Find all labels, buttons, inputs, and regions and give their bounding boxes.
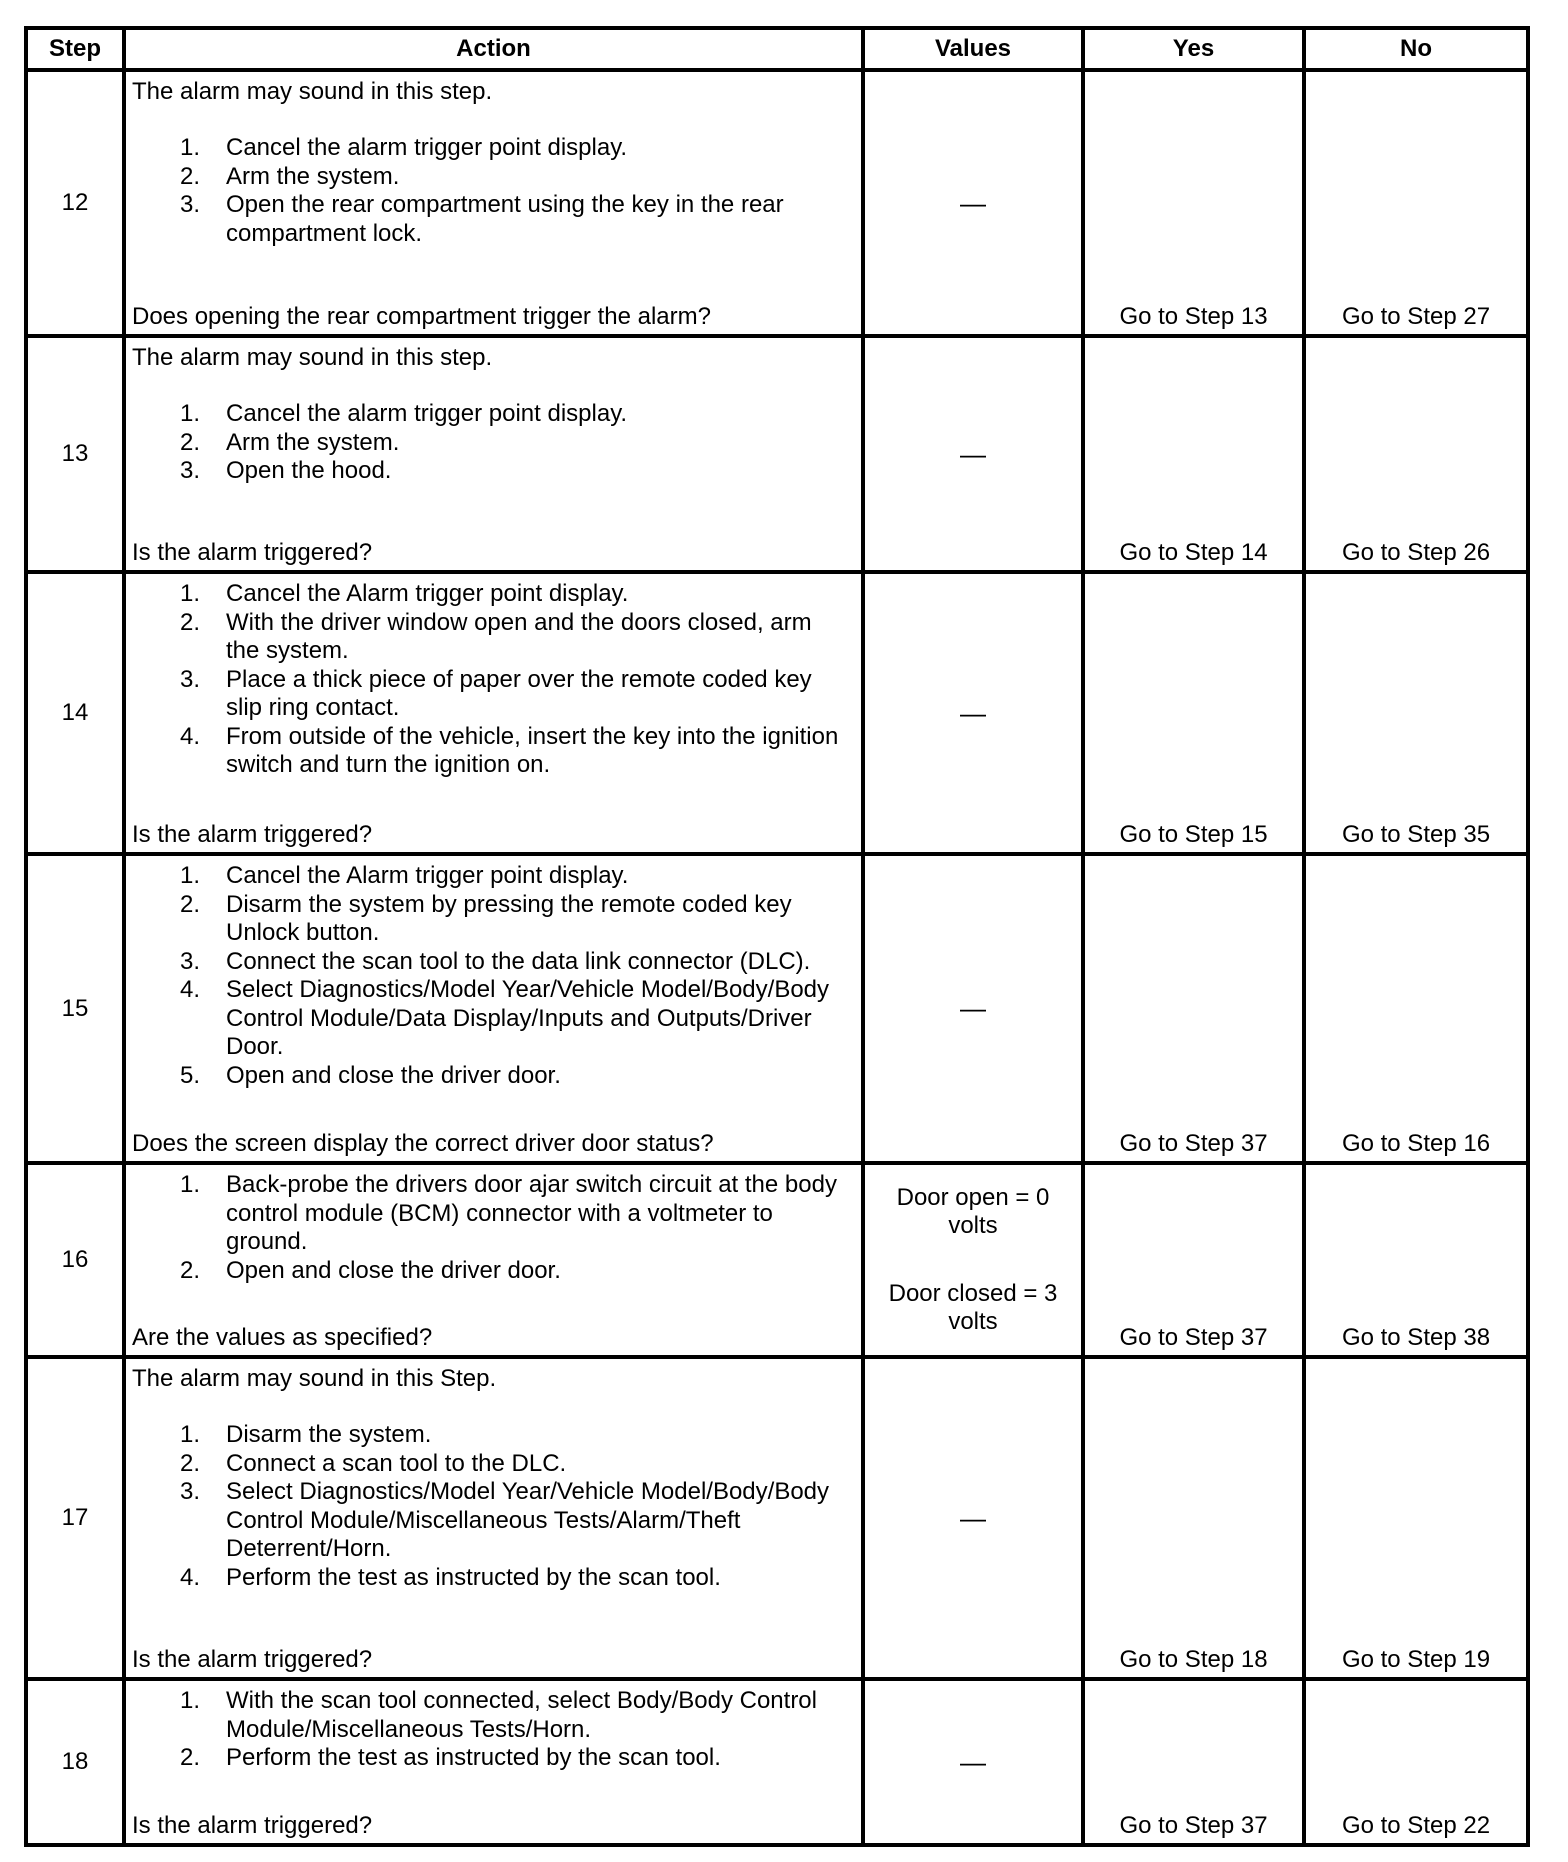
empty-value-dash: — [960,1502,986,1533]
action-item: 1. Cancel the alarm trigger point display. [180,134,628,161]
action-item: 4. From outside of the vehicle, insert the key into the ignition switch and turn the ignition on. [180,722,839,778]
no-cell [1304,336,1528,572]
step-number: 15 [26,854,124,1163]
spec-door-open: Door open = 0 [896,1184,1050,1211]
no-goto: Go to Step 27 [1341,303,1491,330]
action-item: 2. Perform the test as instructed by the scan tool. [180,1744,721,1771]
values-cell [863,1679,1083,1845]
action-cell [124,572,863,854]
action-intro: The alarm may sound in this step. [132,78,493,105]
no-cell [1304,1163,1528,1357]
header-row [26,28,1528,70]
action-item: 3. Place a thick piece of paper over the remote coded key slip ring contact. [180,665,812,721]
action-item: 2. Disarm the system by pressing the remote coded key Unlock button. [180,890,792,946]
yes-cell [1083,572,1304,854]
yes-goto: Go to Step 14 [1119,539,1268,566]
action-item: 2. Open and close the driver door. [180,1256,561,1284]
step-number: 14 [26,572,124,854]
empty-value-dash: — [960,697,986,728]
yes-cell [1083,1679,1304,1845]
yes-goto: Go to Step 37 [1119,1812,1268,1839]
yes-cell [1083,854,1304,1163]
action-item: 1. Disarm the system. [180,1421,432,1448]
action-item: 4. Select Diagnostics/Model Year/Vehicle Model/Body/Body Control Module/Data Display/Inputs and Outputs/Driver Door. [180,976,830,1060]
action-question: Is the alarm triggered? [132,539,373,566]
action-item: 1. Back-probe the drivers door ajar switch circuit at the body control module (BCM) connector with a voltmeter to ground. [180,1171,837,1255]
empty-value-dash: — [960,438,986,469]
action-question: Does the screen display the correct driver door status? [132,1130,714,1157]
action-list [126,862,861,1090]
yes-goto: Go to Step 13 [1119,303,1268,330]
action-cell [124,1679,863,1845]
diagnostic-steps-table [24,26,1530,1847]
action-item: 1. Cancel the Alarm trigger point display. [180,862,629,889]
yes-cell [1083,336,1304,572]
action-cell [124,1163,863,1357]
no-goto: Go to Step 19 [1341,1646,1491,1673]
step-number: 18 [26,1679,124,1845]
empty-value-dash: — [960,993,986,1023]
action-question: Is the alarm triggered? [132,1646,373,1673]
action-item: 3. Open the rear compartment using the key in the rear compartment lock. [180,191,784,247]
action-cell [124,1357,863,1679]
action-list [126,400,861,486]
action-cell [124,854,863,1163]
spec-values [865,1184,1081,1336]
spec-door-closed: Door closed = 3 [888,1280,1058,1307]
no-cell [1304,1679,1528,1845]
values-cell [863,70,1083,336]
step-row-14 [26,572,1528,854]
step-number: 13 [26,336,124,572]
action-question: Is the alarm triggered? [132,821,373,848]
action-item: 2. With the driver window open and the doors closed, arm the system. [180,608,812,664]
action-list [126,580,861,780]
step-number: 16 [26,1163,124,1357]
action-item: 5. Open and close the driver door. [180,1061,561,1089]
no-cell [1304,1357,1528,1679]
action-item: 2. Arm the system. [180,428,400,456]
yes-cell [1083,70,1304,336]
action-item: 1. Cancel the alarm trigger point display. [180,400,628,427]
action-cell [124,336,863,572]
action-item: 2. Connect a scan tool to the DLC. [180,1449,567,1477]
values-cell [863,572,1083,854]
action-item: 1. Cancel the Alarm trigger point display. [180,580,629,607]
empty-value-dash: — [960,187,986,218]
values-cell [863,854,1083,1163]
action-item: 3. Connect the scan tool to the data link connector (DLC). [180,947,811,975]
values-cell [863,1357,1083,1679]
step-row-13 [26,336,1528,572]
no-goto: Go to Step 22 [1341,1812,1491,1839]
step-number: 12 [26,70,124,336]
no-cell [1304,854,1528,1163]
step-row-12 [26,70,1528,336]
spec-door-closed-unit: volts [948,1308,998,1335]
step-row-17 [26,1357,1528,1679]
yes-cell [1083,1163,1304,1357]
no-goto: Go to Step 38 [1341,1324,1491,1351]
action-item: 3. Open the hood. [180,457,392,484]
no-cell [1304,572,1528,854]
action-item: 3. Select Diagnostics/Model Year/Vehicle Model/Body/Body Control Module/Miscellaneous Tests/Alarm/Theft Deterrent/Horn. [180,1478,830,1562]
step-number: 17 [26,1357,124,1679]
yes-goto: Go to Step 37 [1119,1130,1268,1157]
action-intro: The alarm may sound in this Step. [132,1365,497,1392]
action-list [126,1171,861,1285]
action-list [126,1687,861,1773]
values-cell [863,336,1083,572]
header-action: Action [124,28,863,70]
action-item: 4. Perform the test as instructed by the scan tool. [180,1563,721,1591]
values-cell [863,1163,1083,1357]
action-list [126,1421,861,1592]
header-step: Step [26,28,124,70]
action-cell [124,70,863,336]
header-values: Values [863,28,1083,70]
action-question: Does opening the rear compartment trigger the alarm? [132,303,711,330]
step-row-16 [26,1163,1528,1357]
no-cell [1304,70,1528,336]
action-question: Are the values as specified? [132,1324,433,1351]
no-goto: Go to Step 35 [1341,821,1491,848]
action-item: 1. With the scan tool connected, select Body/Body Control Module/Miscellaneous Tests/Horn. [180,1687,817,1743]
action-item: 2. Arm the system. [180,162,400,190]
header-no: No [1304,28,1528,70]
action-question: Is the alarm triggered? [132,1812,373,1839]
action-intro: The alarm may sound in this step. [132,344,493,371]
header-yes: Yes [1083,28,1304,70]
empty-value-dash: — [960,1746,986,1777]
yes-goto: Go to Step 15 [1119,821,1268,848]
yes-cell [1083,1357,1304,1679]
yes-goto: Go to Step 18 [1119,1646,1268,1673]
yes-goto: Go to Step 37 [1119,1324,1268,1351]
action-list [126,134,861,248]
step-row-15 [26,854,1528,1163]
no-goto: Go to Step 16 [1341,1130,1491,1157]
no-goto: Go to Step 26 [1341,539,1491,566]
step-row-18 [26,1679,1528,1845]
spec-door-open-unit: volts [948,1212,998,1239]
